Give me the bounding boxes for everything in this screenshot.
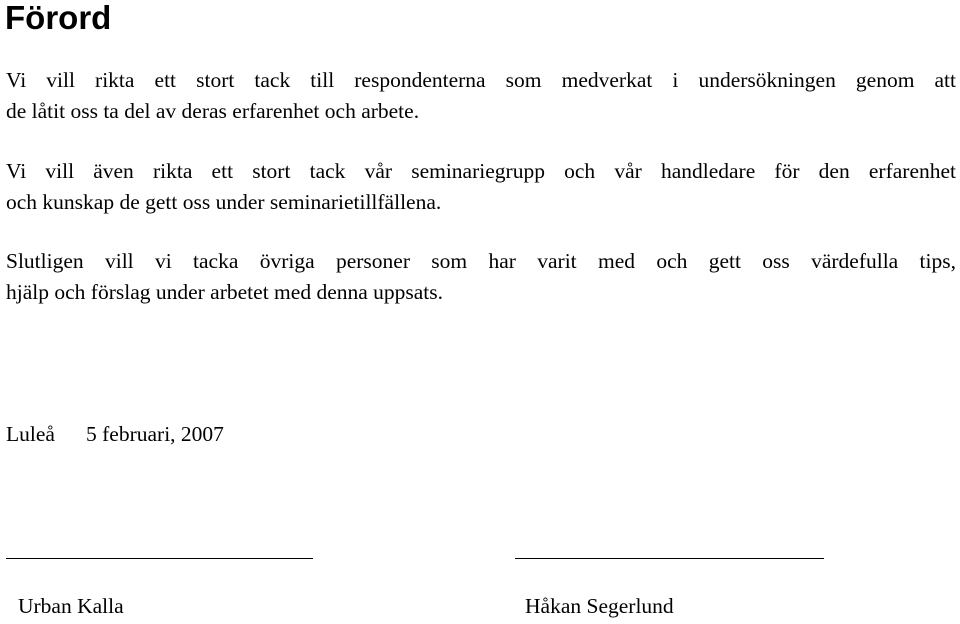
date-text: 5 februari, 2007 <box>86 422 224 446</box>
place-and-date <box>6 419 224 450</box>
paragraph-line: de låtit oss ta del av deras erfarenhet och arbete. <box>6 99 420 123</box>
signature-line-1 <box>6 558 313 559</box>
signature-name-2: Håkan Segerlund <box>525 594 674 618</box>
page-heading: Förord <box>5 0 112 36</box>
signature-line-2 <box>515 558 824 559</box>
paragraph-line: Vi vill även rikta ett stort tack vår seminariegrupp och vår handledare för den erfarenhet <box>6 159 956 183</box>
signature-name-1: Urban Kalla <box>18 594 124 618</box>
paragraph-line: hjälp och förslag under arbetet med denna uppsats. <box>6 280 444 304</box>
paragraph-thanks-others <box>6 246 956 308</box>
paragraph-thanks-respondents <box>6 65 956 127</box>
paragraph-line: Slutligen vill vi tacka övriga personer som har varit med och gett oss värdefulla tips, <box>6 249 956 273</box>
place-name: Luleå <box>6 422 55 446</box>
paragraph-line: Vi vill rikta ett stort tack till respondenterna som medverkat i undersökningen genom att <box>6 68 956 92</box>
paragraph-line: och kunskap de gett oss under seminarietillfällena. <box>6 190 442 214</box>
paragraph-thanks-seminar <box>6 156 956 218</box>
